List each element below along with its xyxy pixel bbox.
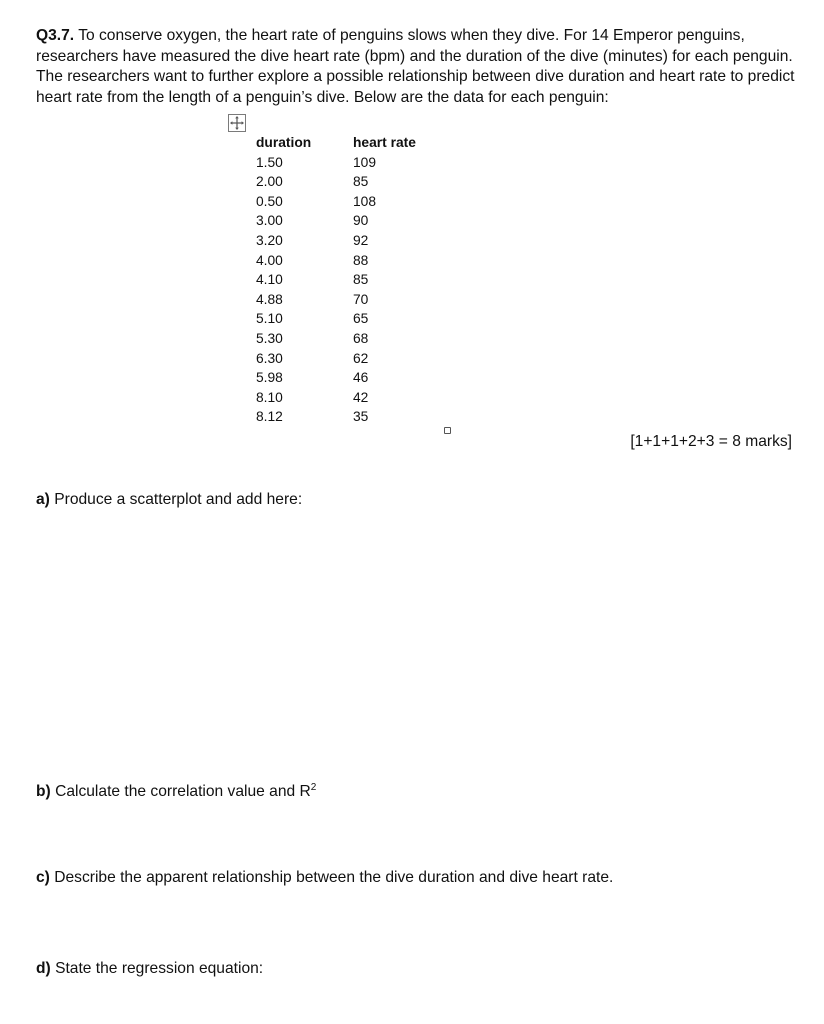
table-header-row (256, 133, 443, 153)
part-c-text: Describe the apparent relationship between the dive duration and dive heart rate. (54, 869, 614, 886)
duration-cell: 1.50 (256, 154, 283, 170)
part-d-prompt (36, 960, 263, 978)
question-number: Q3.7. (36, 27, 75, 44)
table-row (256, 349, 443, 369)
table-row (256, 270, 443, 290)
duration-cell: 3.00 (256, 213, 283, 229)
question-text-block (36, 26, 796, 108)
header-duration: duration (256, 135, 312, 150)
heart-rate-cell: 85 (353, 174, 369, 190)
duration-cell: 0.50 (256, 193, 283, 209)
heart-rate-cell: 85 (353, 272, 369, 288)
table-row (256, 231, 443, 251)
part-a-label: a) (36, 491, 50, 508)
duration-cell: 6.30 (256, 350, 283, 366)
duration-cell: 3.20 (256, 232, 283, 248)
marks-allocation: [1+1+1+2+3 = 8 marks] (630, 433, 792, 450)
table-row (256, 211, 443, 231)
duration-cell: 4.88 (256, 291, 283, 307)
duration-cell: 5.30 (256, 330, 283, 346)
heart-rate-cell: 65 (353, 311, 369, 327)
duration-cell: 5.98 (256, 370, 283, 386)
heart-rate-cell: 46 (353, 370, 369, 386)
heart-rate-cell: 62 (353, 350, 369, 366)
header-heart-rate: heart rate (353, 135, 416, 150)
table-row (256, 329, 443, 349)
data-table (256, 133, 443, 427)
part-b-label: b) (36, 783, 51, 800)
duration-cell: 5.10 (256, 311, 283, 327)
table-row (256, 407, 443, 427)
table-row (256, 172, 443, 192)
table-row (256, 251, 443, 271)
duration-cell: 2.00 (256, 174, 283, 190)
part-a-text: Produce a scatterplot and add here: (54, 491, 303, 508)
part-c-label: c) (36, 869, 50, 886)
heart-rate-cell: 42 (353, 389, 369, 405)
heart-rate-cell: 108 (353, 193, 377, 209)
part-d-label: d) (36, 960, 51, 977)
part-d-text: State the regression equation: (55, 960, 264, 977)
table-row (256, 309, 443, 329)
duration-cell: 8.10 (256, 389, 283, 405)
part-b-superscript: 2 (310, 782, 317, 793)
end-of-cell-marker-icon (444, 427, 451, 434)
move-cross-icon[interactable] (228, 114, 246, 132)
part-b-text: Calculate the correlation value and R (55, 783, 311, 800)
part-c-prompt (36, 869, 613, 887)
table-row (256, 192, 443, 212)
heart-rate-cell: 92 (353, 232, 369, 248)
table-row (256, 368, 443, 388)
heart-rate-cell: 68 (353, 330, 369, 346)
part-a-prompt (36, 491, 302, 509)
duration-cell: 4.10 (256, 272, 283, 288)
duration-cell: 4.00 (256, 252, 283, 268)
table-row (256, 388, 443, 408)
heart-rate-cell: 90 (353, 213, 369, 229)
table-row (256, 153, 443, 173)
duration-cell: 8.12 (256, 409, 283, 425)
heart-rate-cell: 70 (353, 291, 369, 307)
heart-rate-cell: 88 (353, 252, 369, 268)
heart-rate-cell: 109 (353, 154, 377, 170)
question-body: To conserve oxygen, the heart rate of penguins slows when they dive. For 14 Emperor penguins, researchers have measured the dive heart rate (bpm) and the duration of the dive (minutes) for each penguin. The researchers want to further explore a possible relationship between dive duration and heart rate to predict heart rate from the length of a penguin’s dive. Below are the data for each penguin: (36, 27, 795, 106)
part-b-prompt (36, 782, 316, 801)
table-row (256, 290, 443, 310)
heart-rate-cell: 35 (353, 409, 369, 425)
